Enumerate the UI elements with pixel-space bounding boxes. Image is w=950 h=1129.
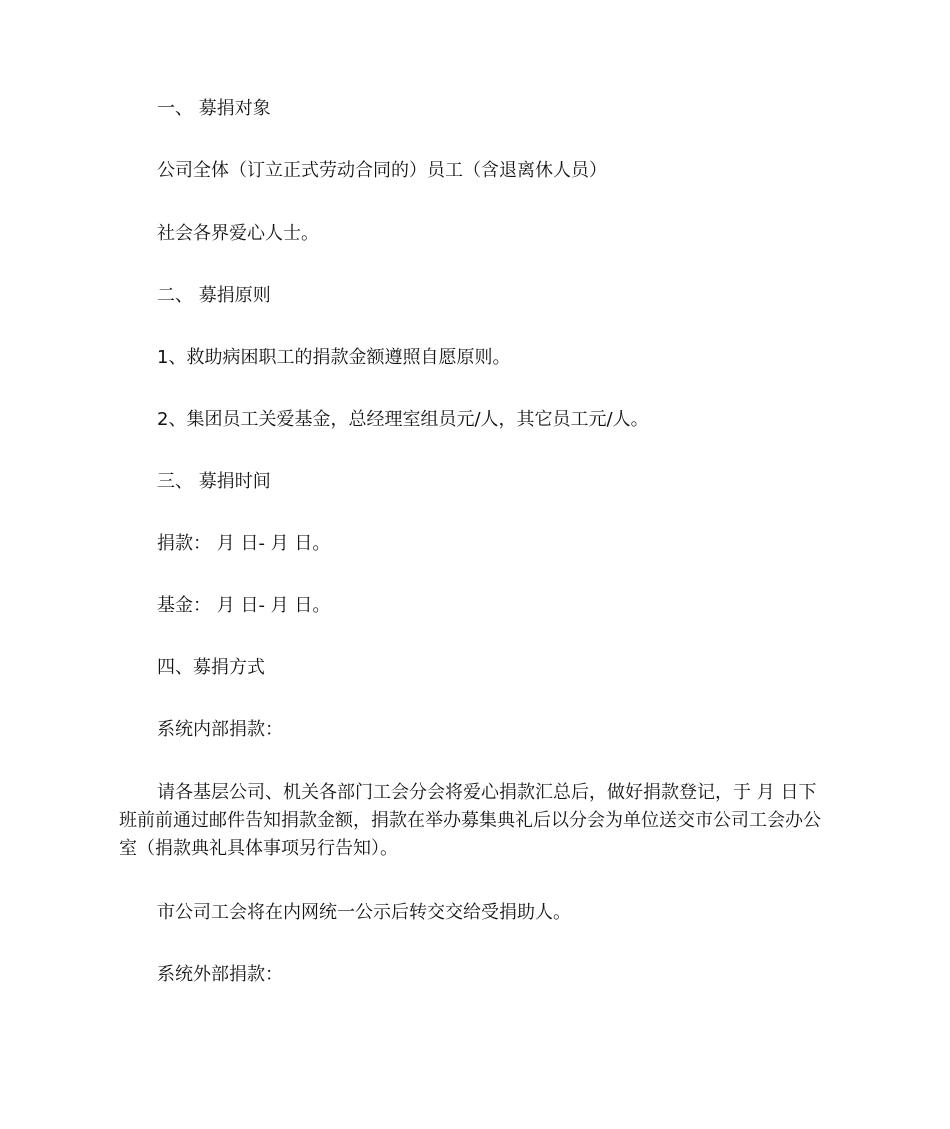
paragraph-fund-period: 基金： 月 日- 月 日。 [157, 595, 331, 616]
section-heading-donation-principles: 二、 募捐原则 [157, 285, 271, 306]
section-heading-donation-time: 三、 募捐时间 [157, 471, 271, 492]
paragraph-internal-donation-details: 请各基层公司、机关各部门工会分会将爱心捐款汇总后，做好捐款登记，于 月 日下班前前通过邮件告知捐款金额，捐款在举办募集典礼后以分会为单位送交市公司工会办公室（捐款典礼具体事项另行告知）。 [119, 782, 821, 859]
paragraph-internal-donation-label: 系统内部捐款： [157, 719, 283, 740]
paragraph-principle-2: 2、集团员工关爱基金，总经理室组员元/人，其它员工元/人。 [157, 409, 649, 430]
paragraph-public-announcement: 市公司工会将在内网统一公示后转交交给受捐助人。 [157, 902, 571, 923]
paragraph-principle-1: 1、救助病困职工的捐款金额遵照自愿原则。 [157, 347, 511, 368]
paragraph-external-donation-label: 系统外部捐款： [157, 964, 283, 985]
paragraph-company-staff: 公司全体（订立正式劳动合同的）员工（含退离休人员） [157, 160, 607, 181]
paragraph-public-donors: 社会各界爱心人士。 [157, 223, 319, 244]
paragraph-donation-period: 捐款： 月 日- 月 日。 [157, 533, 331, 554]
section-heading-donation-method: 四、募捐方式 [157, 657, 265, 678]
section-heading-donation-targets: 一、 募捐对象 [157, 98, 271, 119]
